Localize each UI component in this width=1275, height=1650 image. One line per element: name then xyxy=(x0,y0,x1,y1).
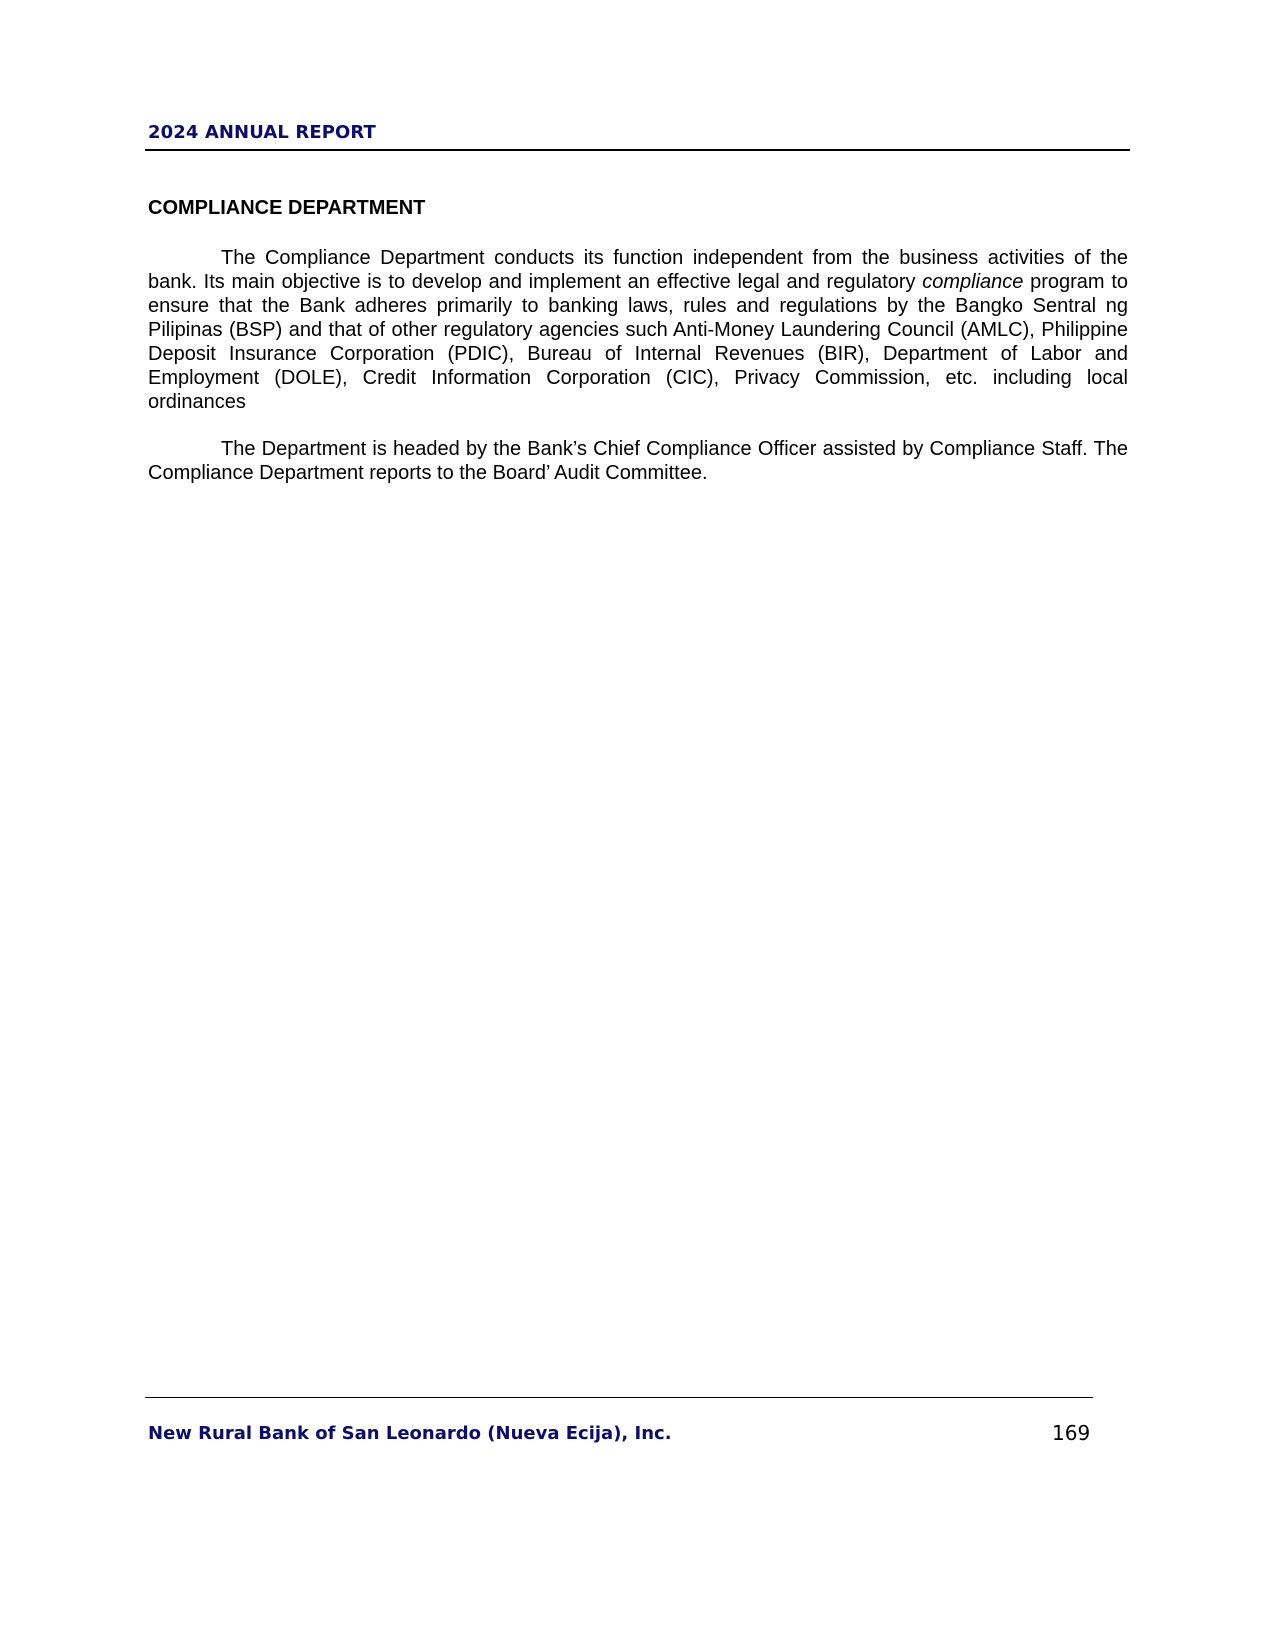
page-number: 169 xyxy=(1052,1421,1091,1445)
paragraph-1-text-start: The Compliance Department conducts its function independent from the business activities of the bank. Its main objective is to develop and implement an effective legal and regulatory xyxy=(148,247,1128,293)
report-header-title: 2024 ANNUAL REPORT xyxy=(148,122,376,143)
paragraph-1-italic-term: compliance xyxy=(922,271,1024,293)
header-divider xyxy=(145,149,1130,151)
section-heading: COMPLIANCE DEPARTMENT xyxy=(148,197,426,219)
footer-company-name: New Rural Bank of San Leonardo (Nueva Ecija), Inc. xyxy=(148,1423,672,1444)
footer-divider xyxy=(145,1397,1093,1398)
body-paragraph-1 xyxy=(148,246,1128,414)
body-paragraph-2: The Department is headed by the Bank’s Chief Compliance Officer assisted by Compliance Staff. The Compliance Department reports to the Board’ Audit Committee. xyxy=(148,438,1128,484)
paragraph-1-text-end: program to ensure that the Bank adheres primarily to banking laws, rules and regulations by the Bangko Sentral ng Pilipinas (BSP) and that of other regulatory agencies such Anti-Money Laundering Council (AMLC), Philippine Deposit Insurance Corporation (PDIC), Bureau of Internal Revenues (BIR), Department of Labor and Employment (DOLE), Credit Information Corporation (CIC), Privacy Commission, etc. including local ordinances xyxy=(148,271,1128,413)
